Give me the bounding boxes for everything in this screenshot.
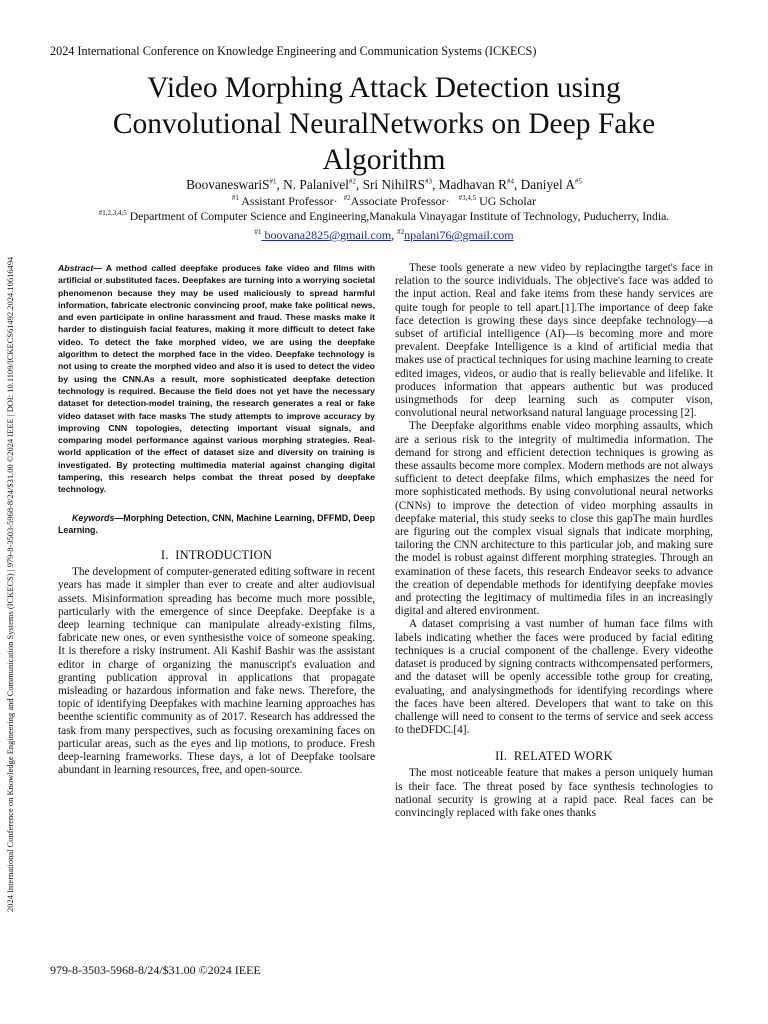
keywords-lead: Keywords: [72, 512, 115, 523]
author-mark: #2: [348, 177, 356, 186]
section-heading: I. INTRODUCTION: [160, 548, 273, 563]
author-mark: #3: [425, 177, 433, 186]
author-mark: #4: [506, 177, 514, 186]
body-paragraph: The development of computer-generated editing software in recent years has made it simpler than ever to create and alter audiovisual assets. Misinformation spreading has become much more possible, particularly with the emergence of since Deepfake. Deepfake is a deep learning technique can manipulate already-existing films, fabricate new ones, or even synthesisthe voice of someone speaking. It is therefore a risky instrument. Ali Kashif Bashir was the assistant editor in charge of organizing the manuscript's evaluation and granting publication approval in applications that propagate misleading or hazardous information and fake news. Therefore, the topic of identifying Deepfakes with machine learning approaches has beenthe scientific community as of 2017. Research has addressed the task from many perspectives, such as focusing orexamining faces on particular areas, such as the eyes and lip motions, to produce. Fresh deep-learning frameworks. These days, a lot of Deepfake toolsare abundant in learning resources, free, and open-source.: [58, 566, 375, 777]
author-list: [60, 177, 708, 193]
title-line: Algorithm: [322, 144, 446, 176]
conference-header: 2024 International Conference on Knowledge Engineering and Communication Systems (ICKECS): [50, 44, 537, 58]
title-line: Convolutional NeuralNetworks on Deep Fake: [112, 108, 656, 140]
doi-side-text: 2024 International Conference on Knowledge Engineering and Communication Systems (ICKECS) | 979-8-3503-5968-8/24/$31.00 ©2024 IEEE | DOI: 10.1109/ICKECS61492.2024.10616494: [6, 256, 15, 912]
author-name: , N. Palanivel: [276, 177, 349, 192]
body-paragraph: These tools generate a new video by replacingthe target's face in relation to the source individuals. The objective's face was added to the input action. Real and fake items from these handy services are quite tough for people to tell apart.[1].The importance of deep fake face detection is growing these days since deepfake technology—a subset of artificial intelligence (AI)—is becoming more and more prevalent. Deepfake Intelligence is a kind of artificial media that makes use of practical techniques for using machine learning to create edited images, videos, or audio that is really believable and lifelike. It produces information that appears authentic but was produced usingmethods for deep learning such as computer vison, convolutional neural networksand natural language processing [2].: [395, 262, 713, 420]
affiliation-text: Department of Computer Science and Engineering,Manakula Vinayagar Institute of Technology, Puducherry, India.: [126, 210, 670, 223]
role-text: Associate Professor·: [350, 194, 459, 208]
paper-title: [80, 70, 688, 178]
left-column: [58, 262, 375, 777]
keywords-text: —Morphing Detection, CNN, Machine Learning, DFFMD, Deep Learning.: [58, 512, 375, 535]
author-mark: #5: [574, 177, 582, 186]
email-mark: #1: [254, 228, 262, 236]
email-mark: #2: [397, 228, 405, 236]
email-separator: ,: [391, 228, 398, 242]
abstract: [58, 262, 375, 496]
author-name: , Madhavan R: [432, 177, 507, 192]
keywords: [58, 512, 375, 537]
title-line: Video Morphing Attack Detection using: [147, 72, 621, 104]
role-text: UG Scholar: [476, 194, 537, 208]
right-column: [395, 262, 713, 820]
body-paragraph: The Deepfake algorithms enable video morphing assaults, which are a serious risk to the integrity of multimedia information. The demand for strong and efficient detection techniques is growing as these assaults become more complex. Modern methods are not always sufficient to detect deepfake films, which emphasizes the need for more sophisticated methods. By using convolutional neural networks (CNNs) to improve the detection of video morphing assaults in deepfake material, this study seeks to close this gapThe main hurdles are figuring out the complex visual signals that indicate morphing, tailoring the CNN architecture to this particular job, and making sure the model is robust against different morphing strategies. Through an examination of these facets, this research Endeavor seeks to advance the creation of dependable methods for identifying deepfake movies and protecting the legitimacy of multimedia files in an increasingly digital and altered environment.: [395, 420, 713, 618]
author-name: BoovaneswariS: [186, 177, 270, 192]
role-mark: #2: [343, 194, 351, 202]
role-mark: #3,4,5: [458, 194, 477, 202]
abstract-text: — A method called deepfake produces fake video and films with artificial or substituted faces. Deepfakes are turning into a worrying societal phenomenon because they may be used maliciously to spread harmful information, fabricate electronic convincing proof, make fake political news, and even participate in online harassment and fraud. These masks make it harder to distinguish facial features, making it more difficult to detect fake video. To detect the fake morphed video, we are using the deepfake algorithm to detect the morphed face in the video. Deepfake technology is not using to create the morphed video and also it is used to detect the video by using the CNN.As a result, more sophisticated deepfake detection technology is required. Because the field does not yet have the necessary dataset for detection-model training, the research generates a real or fake video dataset with face masks The study attempts to improve accuracy by improving CNN topologies, detecting important visual signals, and comparing model performance against various morphing strategies. Real-world application of the effect of dataset size and diversity on training is investigated. By protecting multimedia material against changing digital tampering, this research helps combat the threat posed by deepfake technology.: [58, 263, 375, 495]
body-paragraph: A dataset comprising a vast number of human face films with labels indicating whether the faces were produced by facial editing techniques is a crucial component of the challenge. Every videothe dataset is produced by signing contracts withcompensated performers, and the dataset will be openly accessible tothe group for creating, evaluating, and analysingmethods for identifying recordings where the faces have been altered. Developers that want to take on this challenge will need to consent to the terms of service and seek access to theDFDC.[4].: [395, 618, 713, 737]
doi-side-strip: [6, 112, 20, 912]
affiliation: [40, 210, 728, 223]
copyright-footer: 979-8-3503-5968-8/24/$31.00 ©2024 IEEE: [50, 963, 261, 977]
email-link[interactable]: boovana2825@gmail.com: [261, 228, 392, 242]
author-name: , Sri NihilRS: [355, 177, 426, 192]
author-roles: [60, 194, 708, 209]
body-paragraph: The most noticeable feature that makes a person uniquely human is their face. The threat posed by face synthesis technologies to national security is growing at a rapid pace. Real faces can be convincingly replaced with fake ones thanks: [395, 767, 713, 819]
section-heading: II. RELATED WORK: [495, 749, 613, 764]
role-mark: #1: [231, 194, 239, 202]
role-text: Assistant Professor·: [238, 194, 344, 208]
email-link[interactable]: npalani76@gmail.com: [404, 228, 514, 242]
abstract-lead: Abstract: [58, 263, 94, 273]
affiliation-mark: #1,2,3,4,5: [98, 209, 127, 218]
author-emails: [60, 228, 708, 243]
author-mark: #1: [269, 177, 277, 186]
author-name: , Daniyel A: [513, 177, 575, 192]
